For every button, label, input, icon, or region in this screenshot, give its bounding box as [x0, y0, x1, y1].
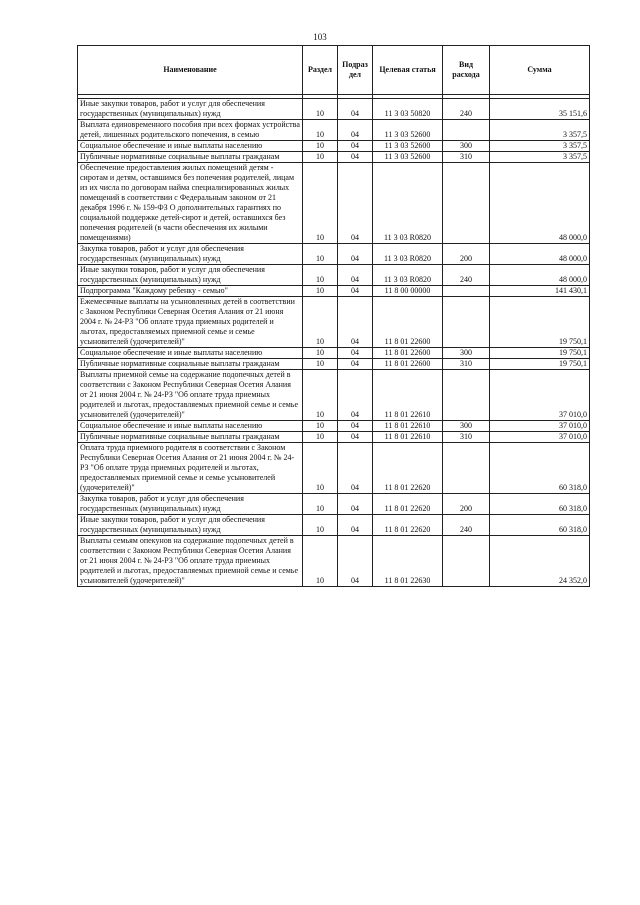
row-target: 11 8 01 22620: [373, 515, 443, 536]
row-expense-type: 300: [443, 348, 490, 359]
row-sum: 35 151,6: [490, 99, 590, 120]
row-sum: 60 318,0: [490, 494, 590, 515]
row-sum: 19 750,1: [490, 297, 590, 348]
page-number: 103: [313, 32, 327, 42]
table-row: [78, 432, 590, 443]
table-row: [78, 163, 590, 244]
header-target: Целевая статья: [373, 46, 443, 95]
row-section: 10: [303, 141, 338, 152]
row-sum: 48 000,0: [490, 265, 590, 286]
table-row: [78, 120, 590, 141]
row-target: 11 8 01 22620: [373, 443, 443, 494]
row-subsection: 04: [338, 359, 373, 370]
row-expense-type: [443, 120, 490, 141]
row-section: 10: [303, 244, 338, 265]
table-row: [78, 141, 590, 152]
row-subsection: 04: [338, 515, 373, 536]
header-subsection: Подраз дел: [338, 46, 373, 95]
row-target: 11 8 01 22600: [373, 348, 443, 359]
row-subsection: 04: [338, 99, 373, 120]
row-section: 10: [303, 443, 338, 494]
row-sum: 37 010,0: [490, 370, 590, 421]
row-expense-type: 240: [443, 515, 490, 536]
row-section: 10: [303, 152, 338, 163]
header-name: Наименование: [78, 46, 303, 95]
row-name: Ежемесячные выплаты на усыновленных детей в соответствии с Законом Республики Северная Осетия Алания от 21 июня 2004 г. № 24-РЗ "Об оплате труда приемных родителей и льготах, предоставляемых приемной семье и семье усыновителей (удочерителей)": [78, 297, 303, 348]
row-expense-type: [443, 286, 490, 297]
row-section: 10: [303, 370, 338, 421]
row-target: 11 8 01 22630: [373, 536, 443, 587]
table-row: [78, 286, 590, 297]
row-target: 11 3 03 R0820: [373, 244, 443, 265]
row-expense-type: 200: [443, 494, 490, 515]
row-target: 11 8 01 22600: [373, 297, 443, 348]
row-sum: 48 000,0: [490, 244, 590, 265]
row-target: 11 8 01 22610: [373, 370, 443, 421]
row-expense-type: 310: [443, 152, 490, 163]
row-expense-type: 240: [443, 265, 490, 286]
row-name: Подпрограмма "Каждому ребенку - семью": [78, 286, 303, 297]
table-row: [78, 297, 590, 348]
row-subsection: 04: [338, 152, 373, 163]
row-subsection: 04: [338, 120, 373, 141]
row-expense-type: [443, 443, 490, 494]
row-name: Социальное обеспечение и иные выплаты населению: [78, 348, 303, 359]
row-subsection: 04: [338, 163, 373, 244]
row-name: Социальное обеспечение и иные выплаты населению: [78, 421, 303, 432]
row-sum: 37 010,0: [490, 432, 590, 443]
row-target: 11 3 03 R0820: [373, 265, 443, 286]
table-row: [78, 99, 590, 120]
row-name: Социальное обеспечение и иные выплаты населению: [78, 141, 303, 152]
table-row: [78, 421, 590, 432]
row-name: Иные закупки товаров, работ и услуг для обеспечения государственных (муниципальных) нужд: [78, 99, 303, 120]
table-row: [78, 244, 590, 265]
row-section: 10: [303, 265, 338, 286]
row-section: 10: [303, 120, 338, 141]
row-name: Выплаты семьям опекунов на содержание подопечных детей в соответствии с Законом Республики Северная Осетия Алания от 21 июня 2004 г. № 24-РЗ "Об оплате труда приемных родителей и льготах, предоставляемых приемной семье и семье усыновителей (удочерителей)": [78, 536, 303, 587]
row-expense-type: 300: [443, 141, 490, 152]
row-sum: 141 430,1: [490, 286, 590, 297]
row-name: Выплата единовременного пособия при всех формах устройства детей, лишенных родительского попечения, в семью: [78, 120, 303, 141]
row-sum: 19 750,1: [490, 348, 590, 359]
row-target: 11 3 03 50820: [373, 99, 443, 120]
table-row: [78, 443, 590, 494]
row-expense-type: [443, 163, 490, 244]
row-section: 10: [303, 163, 338, 244]
row-target: 11 3 03 52600: [373, 152, 443, 163]
row-name: Публичные нормативные социальные выплаты гражданам: [78, 152, 303, 163]
table-row: [78, 515, 590, 536]
row-section: 10: [303, 421, 338, 432]
table-row: [78, 536, 590, 587]
row-sum: 48 000,0: [490, 163, 590, 244]
row-expense-type: 200: [443, 244, 490, 265]
row-sum: 37 010,0: [490, 421, 590, 432]
row-subsection: 04: [338, 265, 373, 286]
row-subsection: 04: [338, 370, 373, 421]
table-header-row: [78, 46, 590, 95]
row-section: 10: [303, 432, 338, 443]
header-sum: Сумма: [490, 46, 590, 95]
row-section: 10: [303, 297, 338, 348]
row-section: 10: [303, 515, 338, 536]
row-subsection: 04: [338, 432, 373, 443]
row-name: Публичные нормативные социальные выплаты гражданам: [78, 432, 303, 443]
row-target: 11 8 00 00000: [373, 286, 443, 297]
row-expense-type: 310: [443, 432, 490, 443]
row-target: 11 3 03 52600: [373, 120, 443, 141]
row-name: Выплаты приемной семье на содержание подопечных детей в соответствии с Законом Республики Северная Осетия Алания от 21 июня 2004 г. № 24-РЗ "Об оплате труда приемных родителей и льготах, предоставляемых приемной семье и семье усыновителей (удочерителей)": [78, 370, 303, 421]
row-target: 11 8 01 22620: [373, 494, 443, 515]
row-subsection: 04: [338, 286, 373, 297]
row-name: Оплата труда приемного родителя в соответствии с Законом Республики Северная Осетия Алания от 21 июня 2004 г. № 24-РЗ "Об оплате труда приемных родителей и льготах, предоставляемых приемной семье и семье усыновителей (удочерителей)": [78, 443, 303, 494]
row-section: 10: [303, 286, 338, 297]
row-section: 10: [303, 494, 338, 515]
row-section: 10: [303, 348, 338, 359]
table-row: [78, 152, 590, 163]
row-subsection: 04: [338, 536, 373, 587]
row-subsection: 04: [338, 494, 373, 515]
row-target: 11 8 01 22610: [373, 421, 443, 432]
table-row: [78, 494, 590, 515]
row-name: Закупка товаров, работ и услуг для обеспечения государственных (муниципальных) нужд: [78, 244, 303, 265]
table-row: [78, 265, 590, 286]
row-target: 11 8 01 22610: [373, 432, 443, 443]
row-section: 10: [303, 536, 338, 587]
table-row: [78, 348, 590, 359]
row-name: Иные закупки товаров, работ и услуг для обеспечения государственных (муниципальных) нужд: [78, 515, 303, 536]
row-section: 10: [303, 99, 338, 120]
row-sum: 60 318,0: [490, 443, 590, 494]
row-target: 11 8 01 22600: [373, 359, 443, 370]
budget-table: [77, 45, 590, 587]
row-target: 11 3 03 R0820: [373, 163, 443, 244]
row-name: Закупка товаров, работ и услуг для обеспечения государственных (муниципальных) нужд: [78, 494, 303, 515]
row-expense-type: 240: [443, 99, 490, 120]
row-target: 11 3 03 52600: [373, 141, 443, 152]
row-expense-type: 300: [443, 421, 490, 432]
row-sum: 3 357,5: [490, 120, 590, 141]
row-name: Иные закупки товаров, работ и услуг для обеспечения государственных (муниципальных) нужд: [78, 265, 303, 286]
row-expense-type: [443, 536, 490, 587]
row-expense-type: [443, 370, 490, 421]
row-subsection: 04: [338, 443, 373, 494]
row-name: Публичные нормативные социальные выплаты гражданам: [78, 359, 303, 370]
row-section: 10: [303, 359, 338, 370]
header-expense-type: Вид расхода: [443, 46, 490, 95]
row-subsection: 04: [338, 244, 373, 265]
row-sum: 60 318,0: [490, 515, 590, 536]
row-sum: 24 352,0: [490, 536, 590, 587]
row-sum: 3 357,5: [490, 152, 590, 163]
table-row: [78, 359, 590, 370]
row-subsection: 04: [338, 297, 373, 348]
row-expense-type: 310: [443, 359, 490, 370]
table-row: [78, 370, 590, 421]
row-sum: 3 357,5: [490, 141, 590, 152]
row-subsection: 04: [338, 421, 373, 432]
row-name: Обеспечение предоставления жилых помещений детям - сиротам и детям, оставшимся без попечения родителей, лицам из их числа по договорам найма специализированных жилых помещений в соответствии с Федеральным законом от 21 декабря 1996 г. № 159-ФЗ О дополнительных гарантиях по социальной поддержке детей-сирот и детей, оставшихся без попечения родителей (в части обеспечения их жилыми помещениями): [78, 163, 303, 244]
row-subsection: 04: [338, 141, 373, 152]
row-subsection: 04: [338, 348, 373, 359]
row-sum: 19 750,1: [490, 359, 590, 370]
header-section: Раздел: [303, 46, 338, 95]
row-expense-type: [443, 297, 490, 348]
